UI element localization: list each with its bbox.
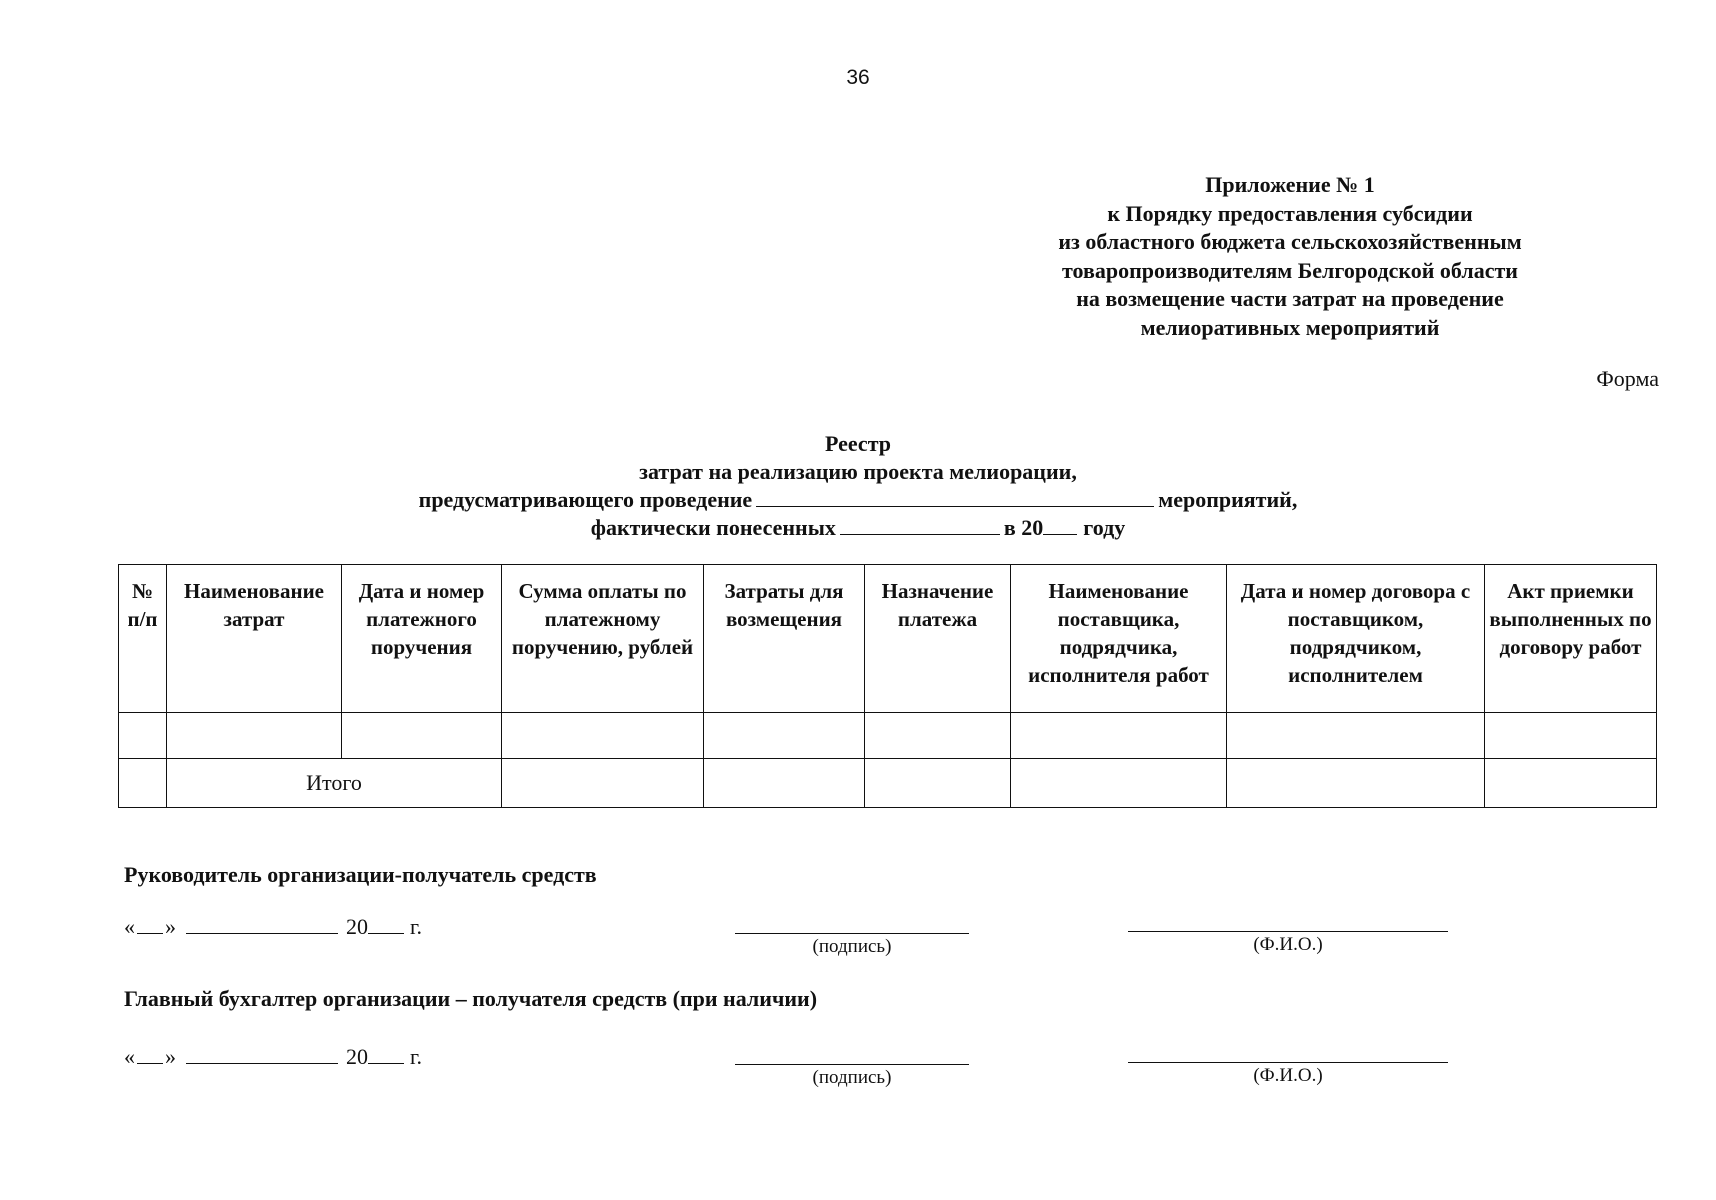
table-cell bbox=[119, 759, 167, 808]
date-open-quote: « bbox=[124, 1044, 135, 1069]
incurred-blank-field[interactable] bbox=[840, 514, 1000, 535]
year-prefix: 20 bbox=[346, 1044, 368, 1069]
head-signature-heading: Руководитель организации-получатель средств bbox=[124, 862, 597, 887]
accountant-signature-heading: Главный бухгалтер организации – получателя средств (при наличии) bbox=[124, 986, 818, 1011]
registry-title-line bbox=[0, 514, 1716, 542]
year-suffix: г. bbox=[410, 1044, 423, 1069]
date-close-quote: » bbox=[165, 1044, 176, 1069]
page-number: 36 bbox=[846, 66, 870, 89]
year-blank-field[interactable] bbox=[368, 1043, 404, 1064]
accountant-signature-date bbox=[124, 1043, 422, 1070]
table-cell[interactable] bbox=[1227, 759, 1485, 808]
column-header-supplier-name: Наименование поставщика, подрядчика, исполнителя работ bbox=[1011, 565, 1227, 713]
column-header-payment-sum: Сумма оплаты по платежному поручению, рублей bbox=[502, 565, 704, 713]
registry-title bbox=[0, 430, 1716, 542]
day-blank-field[interactable] bbox=[137, 1043, 163, 1064]
registry-measures-suffix: мероприятий, bbox=[1158, 487, 1298, 512]
head-signature-date bbox=[124, 913, 422, 940]
column-header-cost-name: Наименование затрат bbox=[167, 565, 342, 713]
year-blank-field[interactable] bbox=[1043, 514, 1077, 535]
table-cell[interactable] bbox=[865, 713, 1011, 759]
column-header-reimbursable-costs: Затраты для возмещения bbox=[704, 565, 865, 713]
registry-title-line: Реестр bbox=[824, 431, 892, 456]
registry-title-line: затрат на реализацию проекта мелиорации, bbox=[639, 459, 1077, 484]
registry-table bbox=[118, 564, 1657, 808]
registry-year-prefix: в 20 bbox=[1003, 515, 1044, 540]
total-row bbox=[119, 759, 1657, 808]
table-cell[interactable] bbox=[704, 759, 865, 808]
table-cell[interactable] bbox=[865, 759, 1011, 808]
table-cell[interactable] bbox=[167, 713, 342, 759]
accountant-signature-line[interactable] bbox=[735, 1064, 969, 1065]
table-cell[interactable] bbox=[1485, 713, 1657, 759]
date-open-quote: « bbox=[124, 914, 135, 939]
total-label: Итого bbox=[167, 759, 502, 808]
column-header-payment-purpose: Назначение платежа bbox=[865, 565, 1011, 713]
table-cell[interactable] bbox=[342, 713, 502, 759]
table-cell[interactable] bbox=[119, 713, 167, 759]
appendix-line: товаропроизводителям Белгородской области bbox=[1062, 257, 1518, 283]
table-cell[interactable] bbox=[704, 713, 865, 759]
appendix-header bbox=[1000, 171, 1580, 342]
registry-title-line bbox=[0, 486, 1716, 514]
column-header-acceptance-act: Акт приемки выполненных по договору работ bbox=[1485, 565, 1657, 713]
column-header-number: № п/п bbox=[119, 565, 167, 713]
registry-measures-prefix: предусматривающего проведение bbox=[418, 487, 753, 512]
year-suffix: г. bbox=[410, 914, 423, 939]
table-cell[interactable] bbox=[502, 759, 704, 808]
head-signature-line[interactable] bbox=[735, 933, 969, 934]
registry-year-suffix: году bbox=[1083, 515, 1126, 540]
table-header-row bbox=[119, 565, 1657, 713]
accountant-name-line[interactable] bbox=[1128, 1062, 1448, 1063]
signature-caption: (подпись) bbox=[812, 936, 892, 957]
day-blank-field[interactable] bbox=[137, 913, 163, 934]
registry-incurred-prefix: фактически понесенных bbox=[590, 515, 836, 540]
name-caption: (Ф.И.О.) bbox=[1253, 1065, 1323, 1086]
signature-caption: (подпись) bbox=[812, 1067, 892, 1088]
head-name-line[interactable] bbox=[1128, 931, 1448, 932]
table-cell[interactable] bbox=[1011, 713, 1227, 759]
date-close-quote: » bbox=[165, 914, 176, 939]
appendix-line: Приложение № 1 bbox=[1205, 172, 1375, 197]
column-header-contract: Дата и номер договора с поставщиком, подрядчиком, исполнителем bbox=[1227, 565, 1485, 713]
column-header-payment-order: Дата и номер платежного поручения bbox=[342, 565, 502, 713]
table-row bbox=[119, 713, 1657, 759]
appendix-line: к Порядку предоставления субсидии bbox=[1107, 200, 1473, 226]
table-cell[interactable] bbox=[1011, 759, 1227, 808]
form-label: Форма bbox=[1596, 366, 1659, 391]
month-blank-field[interactable] bbox=[186, 1043, 338, 1064]
table-cell[interactable] bbox=[1227, 713, 1485, 759]
table-cell[interactable] bbox=[502, 713, 704, 759]
appendix-line: из областного бюджета сельскохозяйственным bbox=[1058, 229, 1522, 254]
name-caption: (Ф.И.О.) bbox=[1253, 934, 1323, 955]
appendix-line: мелиоративных мероприятий bbox=[1140, 314, 1440, 340]
appendix-line: на возмещение части затрат на проведение bbox=[1076, 286, 1504, 311]
month-blank-field[interactable] bbox=[186, 913, 338, 934]
measures-blank-field[interactable] bbox=[756, 486, 1154, 507]
year-prefix: 20 bbox=[346, 914, 368, 939]
year-blank-field[interactable] bbox=[368, 913, 404, 934]
table-cell[interactable] bbox=[1485, 759, 1657, 808]
